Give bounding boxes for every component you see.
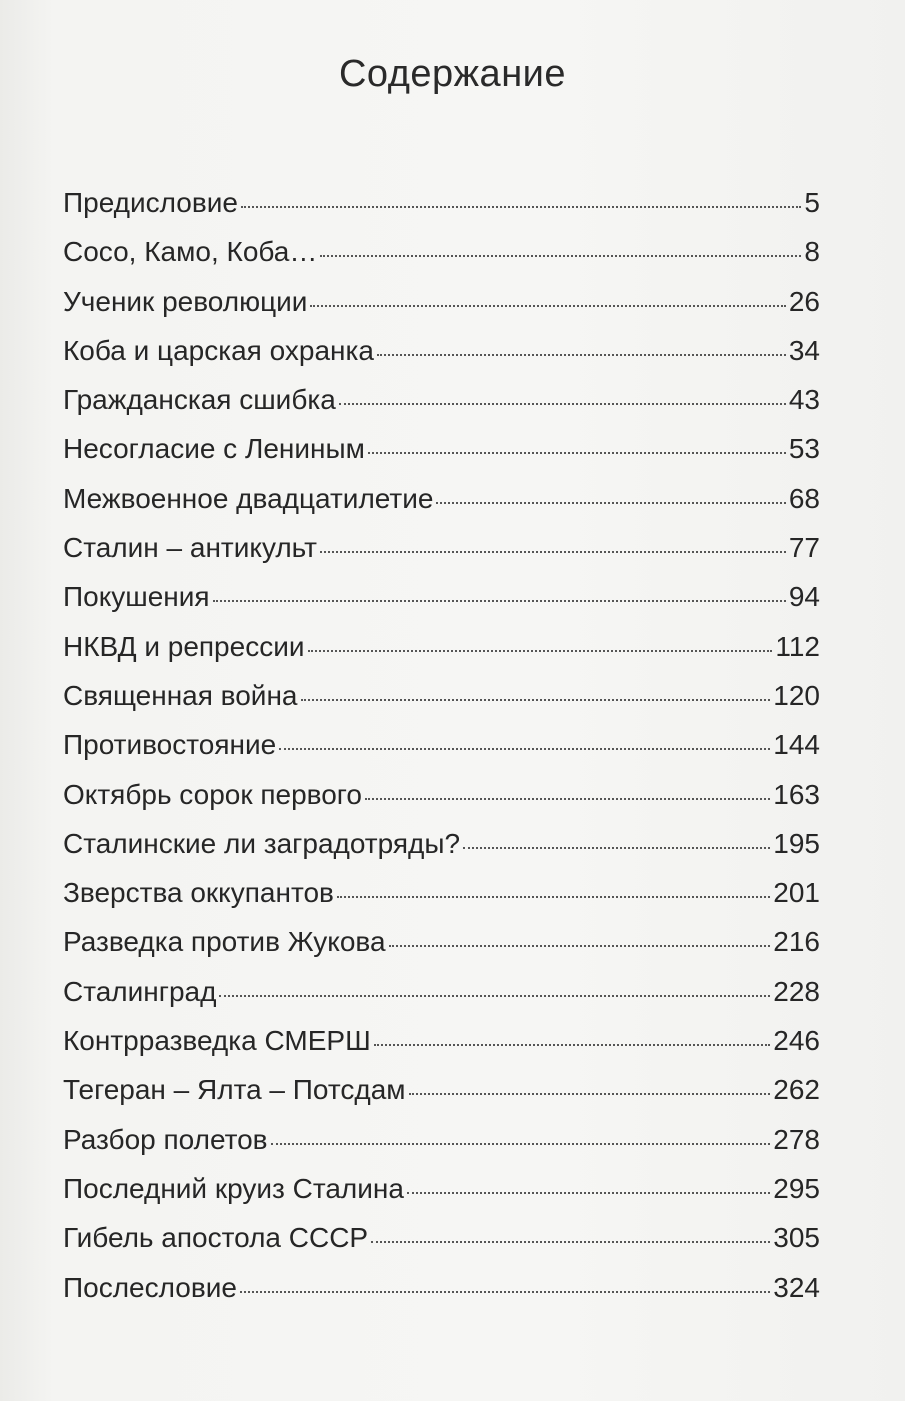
toc-entry xyxy=(63,622,820,671)
toc-entry-title: Сталин – антикульт xyxy=(63,532,317,564)
toc-entry-title: Противостояние xyxy=(63,729,277,761)
toc-entry-page: 262 xyxy=(773,1074,820,1106)
toc-entry-title: Несогласие с Лениным xyxy=(63,433,365,465)
toc-entry-title: НКВД и репрессии xyxy=(63,630,305,662)
toc-entry xyxy=(63,277,820,326)
toc-entry-page: 120 xyxy=(773,679,820,711)
dot-leader xyxy=(337,895,770,898)
toc-entry-page: 228 xyxy=(773,975,820,1007)
dot-leader xyxy=(213,599,786,602)
toc-entry-page: 278 xyxy=(773,1123,820,1155)
dot-leader xyxy=(436,501,785,504)
dot-leader xyxy=(407,1191,770,1194)
dot-leader xyxy=(389,944,771,947)
toc-entry-title: Разведка против Жукова xyxy=(63,926,386,958)
toc-entry-title: Октябрь сорок первого xyxy=(63,778,362,810)
dot-leader xyxy=(301,698,771,701)
dot-leader xyxy=(320,550,786,553)
toc-entry xyxy=(63,178,820,227)
toc-entry-page: 77 xyxy=(788,532,820,564)
toc-entry-page: 201 xyxy=(773,877,820,909)
toc-entry xyxy=(63,720,820,769)
toc-entry-page: 246 xyxy=(773,1025,820,1057)
toc-entry-title: Гражданская сшибка xyxy=(63,384,336,416)
toc-entry-title: Ученик революции xyxy=(63,285,308,317)
toc-entry-title: Гибель апостола СССР xyxy=(63,1222,369,1254)
toc-entry-title: Послесловие xyxy=(63,1271,237,1303)
toc-entry xyxy=(63,523,820,572)
table-of-contents xyxy=(63,178,820,1312)
toc-entry-page: 43 xyxy=(788,384,820,416)
toc-entry-page: 216 xyxy=(773,926,820,958)
toc-entry-page: 295 xyxy=(773,1172,820,1204)
toc-entry-page: 8 xyxy=(804,236,820,268)
toc-entry xyxy=(63,375,820,424)
toc-entry xyxy=(63,424,820,473)
dot-leader xyxy=(374,1043,771,1046)
toc-entry xyxy=(63,868,820,917)
toc-entry-title: Зверства оккупантов xyxy=(63,877,334,909)
toc-entry-page: 53 xyxy=(788,433,820,465)
toc-entry-title: Коба и царская охранка xyxy=(63,334,374,366)
dot-leader xyxy=(368,451,786,454)
toc-entry xyxy=(63,967,820,1016)
toc-entry-page: 34 xyxy=(788,334,820,366)
toc-entry xyxy=(63,326,820,375)
toc-entry-title: Разбор полетов xyxy=(63,1123,268,1155)
toc-entry xyxy=(63,1213,820,1262)
page-title: Содержание xyxy=(338,53,567,96)
toc-entry xyxy=(63,1016,820,1065)
dot-leader xyxy=(377,353,786,356)
toc-entry xyxy=(63,227,820,276)
toc-entry xyxy=(63,572,820,621)
toc-entry-page: 94 xyxy=(788,581,820,613)
dot-leader xyxy=(219,994,770,997)
toc-entry-title: Последний круиз Сталина xyxy=(63,1172,404,1204)
dot-leader xyxy=(310,304,785,307)
toc-entry-page: 305 xyxy=(773,1222,820,1254)
dot-leader xyxy=(271,1142,771,1145)
toc-entry xyxy=(63,1115,820,1164)
dot-leader xyxy=(409,1092,771,1095)
toc-entry-page: 144 xyxy=(773,729,820,761)
dot-leader xyxy=(463,846,770,849)
toc-entry xyxy=(63,1263,820,1312)
toc-entry-title: Тегеран – Ялта – Потсдам xyxy=(63,1074,406,1106)
toc-entry xyxy=(63,1164,820,1213)
toc-entry-title: Сосо, Камо, Коба… xyxy=(63,236,318,268)
toc-entry-page: 68 xyxy=(788,482,820,514)
toc-entry-title: Сталинские ли заградотряды? xyxy=(63,827,461,859)
toc-entry xyxy=(63,474,820,523)
toc-entry-page: 26 xyxy=(788,285,820,317)
dot-leader xyxy=(371,1240,770,1243)
toc-entry-page: 195 xyxy=(773,827,820,859)
toc-entry-page: 163 xyxy=(773,778,820,810)
toc-entry-title: Предисловие xyxy=(63,187,238,218)
toc-entry-title: Священная война xyxy=(63,679,298,711)
dot-leader xyxy=(279,747,770,750)
dot-leader xyxy=(320,254,801,257)
dot-leader xyxy=(339,402,786,405)
dot-leader xyxy=(241,205,801,208)
toc-entry-title: Межвоенное двадцатилетие xyxy=(63,482,434,514)
toc-entry-page: 324 xyxy=(773,1271,820,1303)
toc-entry xyxy=(63,819,820,868)
dot-leader xyxy=(308,649,773,652)
dot-leader xyxy=(240,1290,770,1293)
toc-entry xyxy=(63,770,820,819)
toc-entry-title: Сталинград xyxy=(63,975,217,1007)
dot-leader xyxy=(365,797,770,800)
toc-entry-title: Контрразведка СМЕРШ xyxy=(63,1025,371,1057)
toc-entry-page: 5 xyxy=(804,187,820,218)
toc-entry-page: 112 xyxy=(775,630,820,662)
toc-entry xyxy=(63,917,820,966)
toc-entry-title: Покушения xyxy=(63,581,210,613)
toc-entry xyxy=(63,1065,820,1114)
toc-entry xyxy=(63,671,820,720)
